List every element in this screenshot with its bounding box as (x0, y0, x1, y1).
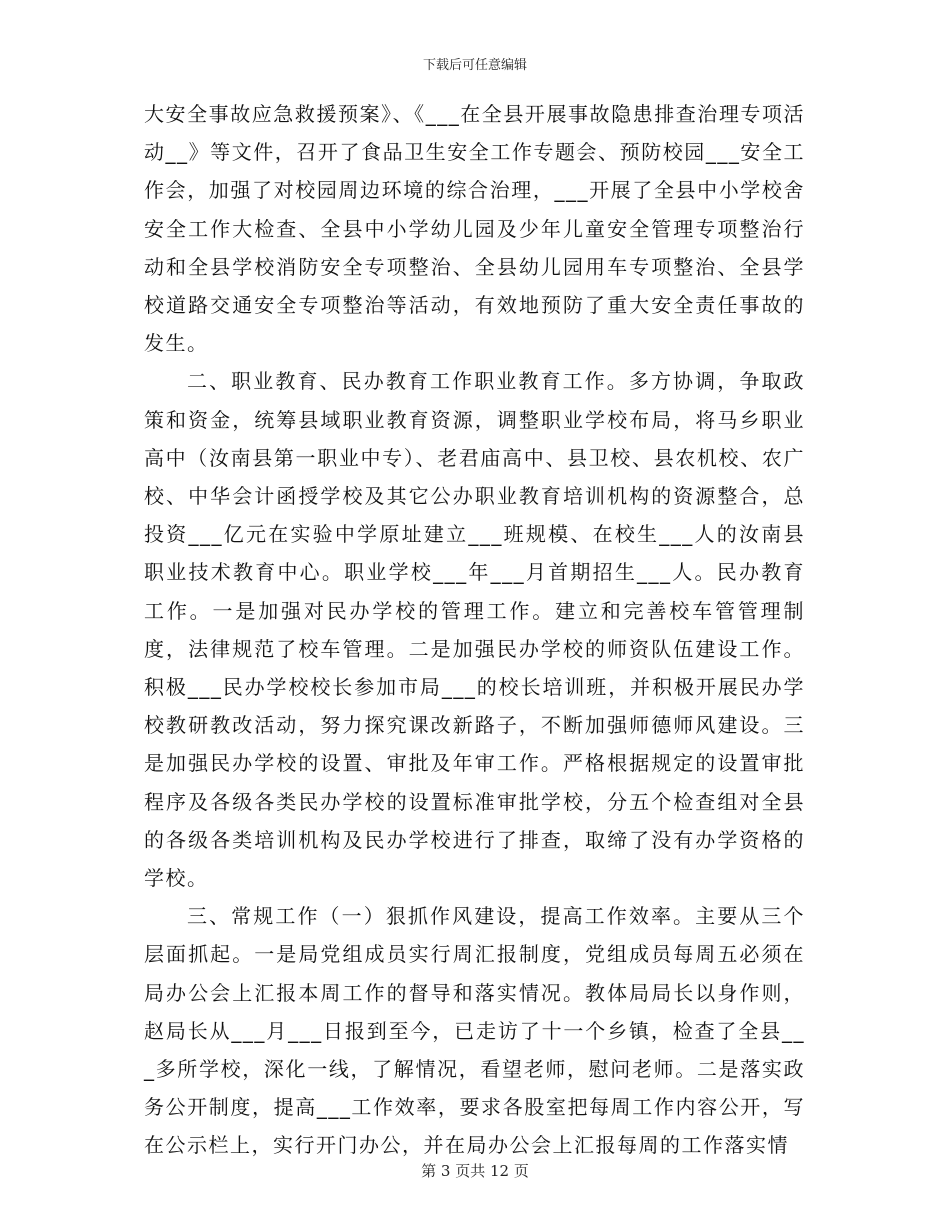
paragraph-safety: 大安全事故应急救援预案》、《___在全县开展事故隐患排查治理专项活动__》等文件，召开了食品卫生安全工作专题会、预防校园___安全工作会，加强了对校园周边环境的综合治理，___开展了全县中小学校舍安全工作大检查、全县中小学幼儿园及少年儿童安全管理专项整治行动和全县学校消防安全专项整治、全县幼儿园用车专项整治、全县学校道路交通安全专项整治等活动，有效地预防了重大安全责任事故的发生。 (144, 102, 805, 356)
page-header: 下载后可任意编辑 (422, 58, 527, 73)
document-body (144, 95, 805, 1165)
paragraph-routine-work: 三、常规工作（一）狠抓作风建设，提高工作效率。主要从三个层面抓起。一是局党组成员实行周汇报制度，党组成员每周五必须在局办公会上汇报本周工作的督导和落实情况。教体局局长以身作则，赵局长从___月___日报到至今，已走访了十一个乡镇，检查了全县___多所学校，深化一线，了解情况，看望老师，慰问老师。二是落实政务公开制度，提高___工作效率，要求各股室把每周工作内容公开，写在公示栏上，实行开门办公，并在局办公会上汇报每周的工作落实情 (144, 904, 805, 1158)
page-number: 第 3 页共 12 页 (421, 1162, 529, 1180)
paragraph-vocational-private-education: 二、职业教育、民办教育工作职业教育工作。多方协调，争取政策和资金，统筹县域职业教育资源，调整职业学校布局，将马乡职业高中（汝南县第一职业中专）、老君庙高中、县卫校、县农机校、农广校、中华会计函授学校及其它公办职业教育培训机构的资源整合，总投资___亿元在实验中学原址建立___班规模、在校生___人的汝南县职业技术教育中心。职业学校___年___月首期招生___人。民办教育工作。一是加强对民办学校的管理工作。建立和完善校车管管理制度，法律规范了校车管理。二是加强民办学校的师资队伍建设工作。积极___民办学校校长参加市局___的校长培训班，并积极开展民办学校教研教改活动，努力探究课改新路子，不断加强师德师风建设。三是加强民办学校的设置、审批及年审工作。严格根据规定的设置审批程序及各级各类民办学校的设置标准审批学校，分五个检查组对全县的各级各类培训机构及民办学校进行了排查，取缔了没有办学资格的学校。 (144, 369, 805, 891)
